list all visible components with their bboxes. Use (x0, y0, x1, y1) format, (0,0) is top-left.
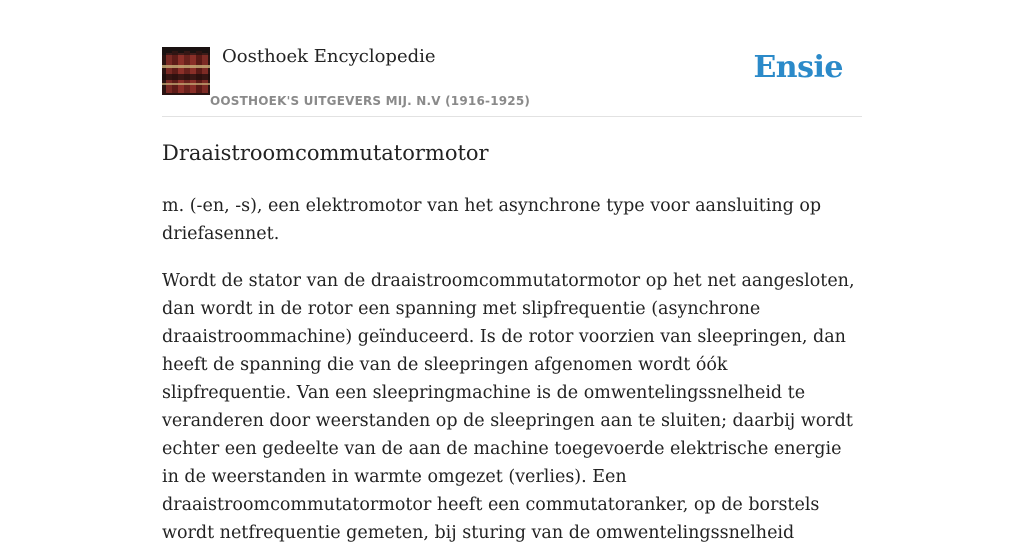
avatar[interactable] (162, 47, 210, 95)
entry-paragraph-1: m. (-en, -s), een elektromotor van het asynchrone type voor aansluiting op driefasennet. (162, 196, 822, 244)
entry-card (162, 0, 862, 543)
encyclopedia-books-icon (162, 47, 210, 95)
entry-title: Draaistroomcommutatormotor (162, 141, 489, 165)
source-title[interactable]: Oosthoek Encyclopedie (222, 46, 436, 67)
entry-header (162, 0, 862, 117)
entry-paragraph-2: Wordt de stator van de draaistroomcommutatormotor op het net aangesloten, dan wordt in de rotor een spanning met slipfrequentie (asynchrone draaistroommachine) geïnduceerd. Is de rotor voorzien van sleepringen, dan heeft de spanning die van de sleepringen afgenomen wordt óók slipfrequentie. Van een sleepringmachine is de omwentelingssnelheid te veranderen door weerstanden op de sleepringen aan te sluiten; daarbij wordt echter een gedeelte van de aan de machine toegevoerde elektrische energie in de weerstanden in warmte omgezet (verlies). Een draaistroomcommutatormotor heeft een commutatoranker, op de borstels wordt netfrequentie gemeten, bij sturing van de omwentelingssnelheid (162, 271, 855, 543)
ensie-logo-link[interactable]: Ensie (753, 50, 843, 85)
source-subtitle: OOSTHOEK'S UITGEVERS MIJ. N.V (1916-1925) (210, 94, 531, 108)
